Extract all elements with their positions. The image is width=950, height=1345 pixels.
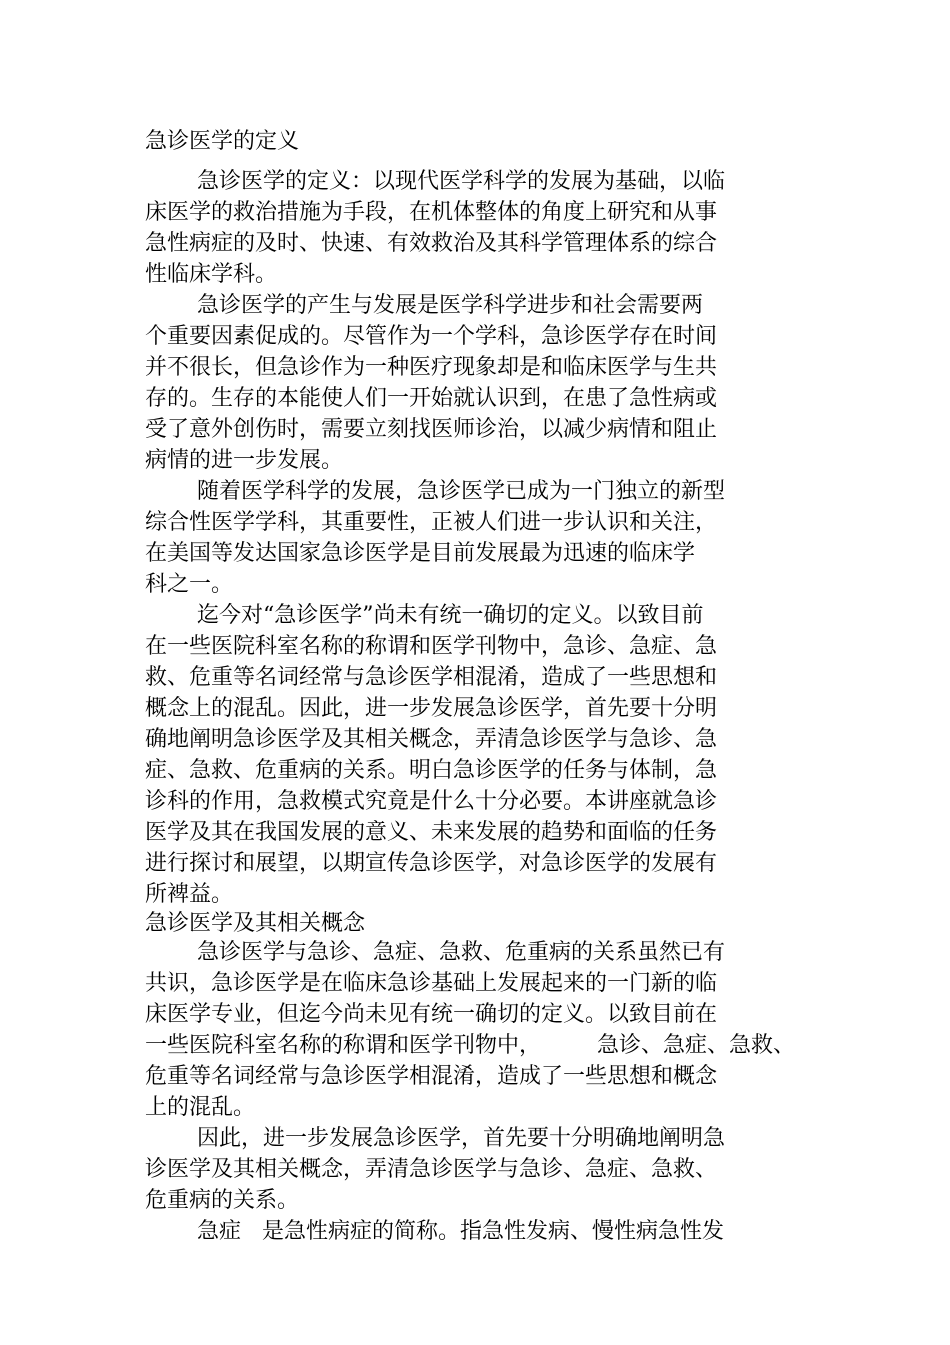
text-line: 危重病的关系。 [145,1188,300,1213]
text-line: 迄今对“急诊医学”尚未有统一确切的定义。以致目前 [197,603,704,628]
text-line: 上的混乱。 [145,1095,256,1120]
text-line: 性临床学科。 [145,262,278,287]
text-line: 急诊医学的定义：以现代医学科学的发展为基础，以临 [197,169,726,194]
text-line: 症、急救、危重病的关系。明白急诊医学的任务与体制，急 [145,758,718,783]
text-line: 综合性医学学科，其重要性，正被人们进一步认识和关注， [145,510,718,535]
text-line: 急诊医学与急诊、急症、急救、危重病的关系虽然已有 [197,940,726,965]
text-line: 急诊医学的产生与发展是医学科学进步和社会需要两 [197,293,704,318]
text-line: 并不很长，但急诊作为一种医疗现象却是和临床医学与生共 [145,355,718,380]
text-line: 病情的进一步发展。 [145,448,344,473]
text-line: 在一些医院科室名称的称谓和医学刊物中，急诊、急症、急 [145,634,718,659]
text-line: 诊科的作用，急救模式究竟是什么十分必要。本讲座就急诊 [145,789,718,814]
text-line: 急症 是急性病症的简称。指急性发病、慢性病急性发 [197,1219,724,1244]
text-line: 概念上的混乱。因此，进一步发展急诊医学，首先要十分明 [145,696,718,721]
text-line: 共识，急诊医学是在临床急诊基础上发展起来的一门新的临 [145,971,718,996]
text-line: 救、危重等名词经常与急诊医学相混淆，造成了一些思想和 [145,665,718,690]
text-line: 进行探讨和展望，以期宣传急诊医学，对急诊医学的发展有 [145,851,718,876]
text-line: 因此，进一步发展急诊医学，首先要十分明确地阐明急 [197,1126,726,1151]
text-line: 在美国等发达国家急诊医学是目前发展最为迅速的临床学 [145,541,696,566]
text-line: 科之一。 [145,572,234,597]
text-line: 危重等名词经常与急诊医学相混淆，造成了一些思想和概念 [145,1064,718,1089]
text-line: 医学及其在我国发展的意义、未来发展的趋势和面临的任务 [145,820,718,845]
text-line: 确地阐明急诊医学及其相关概念，弄清急诊医学与急诊、急 [145,727,718,752]
text-line: 所裨益。 [145,882,234,907]
text-line: 一些医院科室名称的称谓和医学刊物中， 急诊、急症、急救、 [145,1033,795,1058]
text-line: 存的。生存的本能使人们一开始就认识到，在患了急性病或 [145,386,718,411]
text-line: 受了意外创伤时，需要立刻找医师诊治，以减少病情和阻止 [145,417,718,442]
text-line: 诊医学及其相关概念，弄清急诊医学与急诊、急症、急救、 [145,1157,718,1182]
section-heading: 急诊医学的定义 [145,129,300,154]
section-heading: 急诊医学及其相关概念 [145,911,366,936]
text-line: 床医学专业，但迄今尚未见有统一确切的定义。以致目前在 [145,1002,718,1027]
text-line: 急性病症的及时、快速、有效救治及其科学管理体系的综合 [145,231,718,256]
text-line: 随着医学科学的发展，急诊医学已成为一门独立的新型 [197,479,726,504]
text-line: 床医学的救治措施为手段，在机体整体的角度上研究和从事 [145,200,718,225]
text-line: 个重要因素促成的。尽管作为一个学科，急诊医学存在时间 [145,324,718,349]
